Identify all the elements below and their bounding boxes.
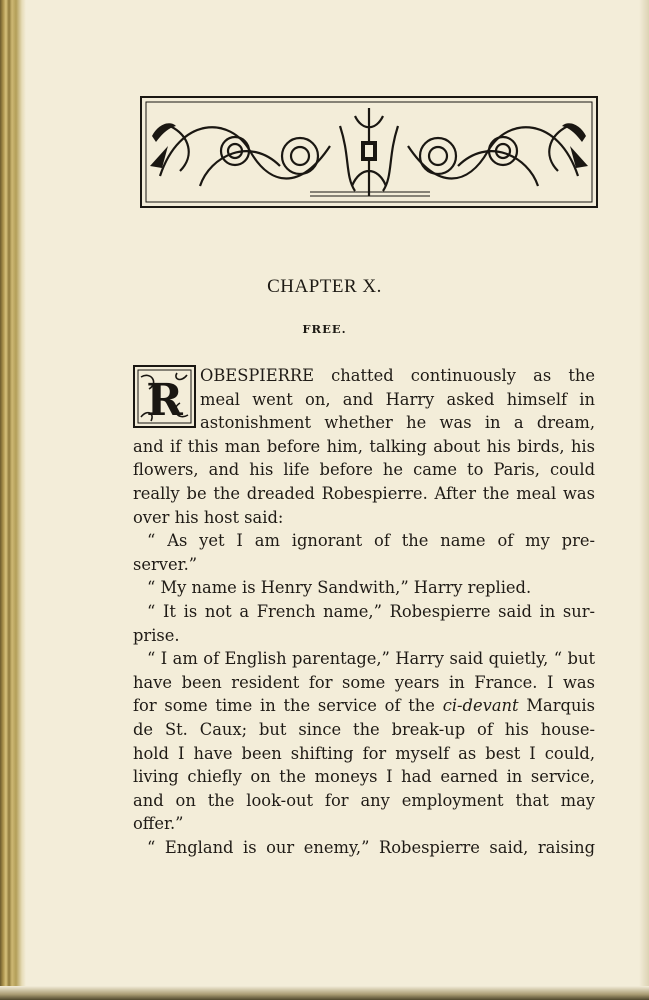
text-line: over his host said: <box>133 507 284 527</box>
initial-letter: R <box>146 375 183 426</box>
text-line: astonishment whether he was in a dream, <box>200 413 595 433</box>
text-line: hold I have been shifting for myself as best I could, <box>133 743 595 763</box>
text-line: “ England is our enemy,” Robespierre said, raising <box>147 837 595 857</box>
text-line: “ As yet I am ignorant of the name of my pre- <box>147 531 595 551</box>
text-line: and on the look-out for any employment that may <box>133 790 595 810</box>
text-line: meal went on, and Harry asked himself in <box>200 389 595 409</box>
text-line: OBESPIERRE chatted continuously as the <box>200 366 595 385</box>
text-line: living chiefly on the moneys I had earned in service, <box>133 767 595 787</box>
text-fragment: for some time in the service of the <box>133 696 435 716</box>
book-spine <box>0 0 26 1000</box>
chapter-title: CHAPTER X. <box>267 276 382 297</box>
text-line: really be the dreaded Robespierre. After the meal was <box>133 483 595 503</box>
page-edge-shadow <box>639 0 649 1000</box>
text-line: “ My name is Henry Sandwith,” Harry replied. <box>147 578 532 598</box>
text-line: offer.” <box>133 814 184 834</box>
text-line: flowers, and his life before he came to Paris, could <box>133 460 595 480</box>
text-line: prise. <box>133 625 180 645</box>
text-line <box>133 694 595 718</box>
body-text <box>133 364 595 859</box>
text-line: “ I am of English parentage,” Harry said quietly, “ but <box>147 649 595 669</box>
text-line: de St. Caux; but since the break-up of his house- <box>133 719 595 739</box>
ornamental-headpiece <box>140 96 598 208</box>
text-line: server.” <box>133 554 198 574</box>
italic-term: ci-devant <box>442 696 519 716</box>
text-fragment: Marquis <box>526 696 595 716</box>
text-line: and if this man before him, talking about his birds, his <box>133 436 595 456</box>
chapter-subtitle: FREE. <box>302 322 347 336</box>
text-line: “ It is not a French name,” Robespierre said in sur- <box>147 601 595 621</box>
page-bottom-edge <box>0 986 649 1000</box>
text-line: have been resident for some years in France. I was <box>133 672 595 692</box>
